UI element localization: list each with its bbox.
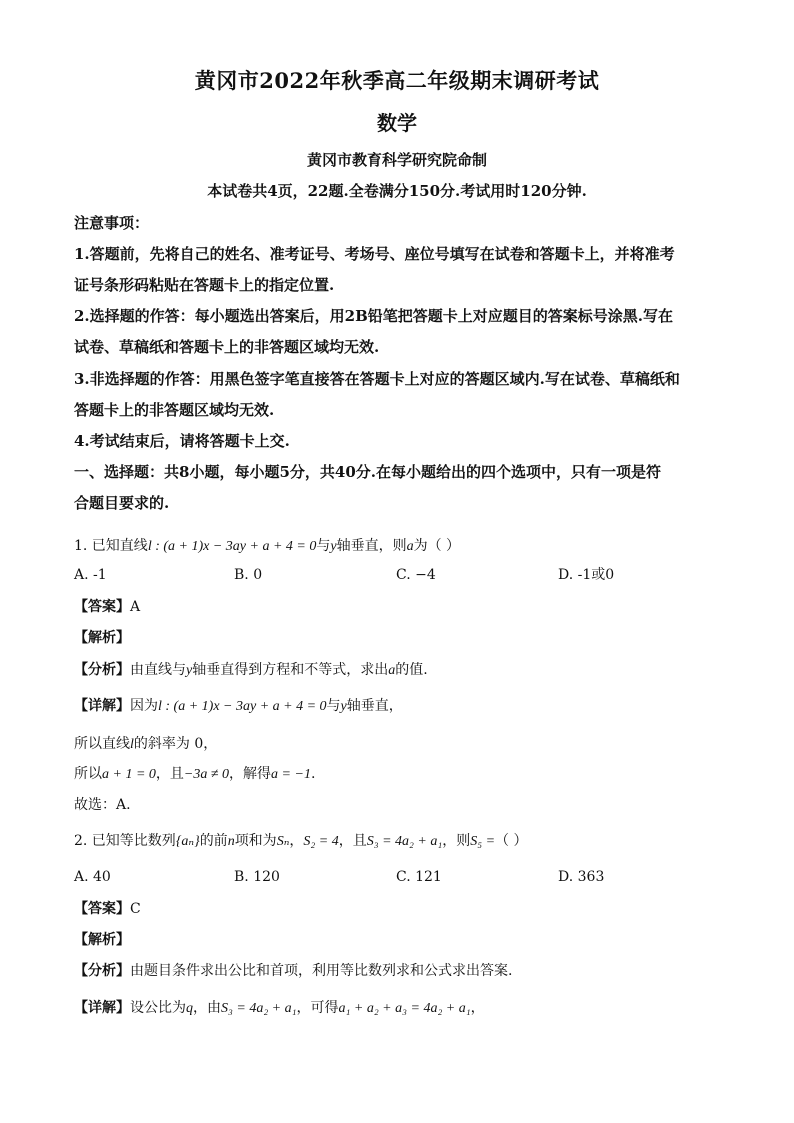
math-expr: {aₙ}	[175, 834, 200, 849]
step-text: .	[310, 766, 316, 782]
var-q: q	[186, 1001, 193, 1016]
detail-text: ，	[470, 1000, 485, 1016]
detail-text: 设公比为	[130, 1000, 186, 1016]
q2-stem-text: 的前	[199, 833, 228, 849]
line-equation: l : (a + 1)x − 3ay + a + 4 = 0	[158, 699, 327, 714]
math-expr: S₃ = 4a₂ + a₁	[366, 834, 443, 849]
section-heading-line2: 合题目要求的.	[74, 494, 170, 512]
q2-stem-text: 项和为	[234, 833, 277, 849]
q1-var-a: a	[406, 539, 414, 554]
q1-fenxi	[74, 659, 428, 682]
q2-analysis-label: 【解析】	[74, 932, 130, 948]
detail-text: 因为	[130, 698, 158, 714]
note-3a: 3.非选择题的作答：用黑色签字笔直接答在答题卡上对应的答题区域内.写在试卷、草稿纸和	[74, 370, 680, 388]
author-line: 黄冈市教育科学研究院命制	[306, 151, 487, 169]
q2-detail	[74, 997, 485, 1020]
q2-stem-text: 2. 已知等比数列	[74, 833, 176, 849]
fenxi-text: 由题目条件求出公比和首项，利用等比数列求和公式求出答案.	[130, 963, 513, 979]
detail-text: ，可得	[296, 1000, 339, 1016]
q1-option-b: B. 0	[234, 567, 263, 583]
q1-stem-text: 与	[316, 538, 331, 554]
step-text: 的斜率为 0，	[133, 736, 218, 752]
step-text: ，解得	[229, 766, 272, 782]
q1-option-c: C. −4	[396, 567, 436, 583]
notes-heading: 注意事项：	[74, 214, 150, 232]
detail-label: 【详解】	[74, 1000, 130, 1016]
q1-step-1	[74, 733, 217, 756]
math-expr: −3a ≠ 0	[183, 767, 230, 782]
q1-stem-text: 轴垂直，则	[336, 538, 407, 554]
math-expr: a = −1	[271, 767, 311, 782]
q1-option-d: D. -1或0	[558, 567, 615, 583]
q1-option-a: A. -1	[74, 567, 107, 583]
q1-line-equation: l : (a + 1)x − 3ay + a + 4 = 0	[147, 539, 317, 554]
q1-stem-text: 1. 已知直线	[74, 538, 148, 554]
note-1b: 证号条形码粘贴在答题卡上的指定位置.	[74, 276, 335, 294]
answer-value: C	[130, 901, 141, 917]
q2-option-a: A. 40	[74, 869, 111, 885]
q1-step-2	[74, 763, 315, 786]
exam-title: 黄冈市2022年秋季高二年级期末调研考试	[194, 68, 600, 93]
q2-fenxi	[74, 960, 512, 982]
note-2b: 试卷、草稿纸和答题卡上的非答题区域均无效.	[74, 338, 380, 356]
detail-text: 与	[326, 698, 341, 714]
fenxi-label: 【分析】	[74, 963, 130, 979]
q2-stem-text: ，且	[338, 833, 367, 849]
step-text: ，且	[155, 766, 184, 782]
q2-stem	[74, 830, 527, 853]
q2-stem-text: ，则	[442, 833, 471, 849]
math-expr: S₃ = 4a₂ + a₁	[221, 1001, 297, 1016]
var-a: a	[388, 663, 396, 678]
answer-label: 【答案】	[74, 599, 130, 615]
fenxi-text: 轴垂直得到方程和不等式，求出	[192, 662, 389, 678]
note-4: 4.考试结束后，请将答题卡上交.	[74, 432, 290, 450]
fenxi-text: 由直线与	[130, 662, 186, 678]
q1-detail	[74, 695, 403, 718]
q1-stem	[74, 535, 460, 558]
q1-var-y: y	[330, 539, 337, 554]
var-y: y	[340, 699, 347, 714]
subject-title: 数学	[377, 111, 417, 135]
math-expr: S₅ =	[470, 834, 496, 849]
section-heading-line1: 一、选择题：共8小题，每小题5分，共40分.在每小题给出的四个选项中，只有一项是符	[74, 463, 661, 481]
q2-answer	[74, 898, 141, 920]
math-expr: a + 1 = 0	[102, 767, 156, 782]
q2-option-c: C. 121	[396, 869, 442, 885]
q1-answer	[74, 596, 140, 618]
fenxi-text: 的值.	[395, 662, 428, 678]
note-3b: 答题卡上的非答题区域均无效.	[74, 401, 275, 419]
q2-stem-text: ，	[289, 833, 304, 849]
q2-stem-text: （ ）	[495, 833, 528, 849]
math-expr: Sₙ	[276, 834, 290, 849]
var-y: y	[186, 663, 193, 678]
detail-label: 【详解】	[74, 698, 130, 714]
exam-info: 本试卷共4页，22题.全卷满分150分.考试用时120分钟.	[207, 182, 587, 200]
fenxi-label: 【分析】	[74, 662, 130, 678]
detail-text: ，由	[193, 1000, 221, 1016]
var-n: n	[227, 834, 235, 849]
q2-option-b: B. 120	[234, 869, 280, 885]
answer-value: A	[130, 599, 141, 615]
step-text: 所以直线	[74, 736, 130, 752]
step-text: 所以	[74, 766, 102, 782]
q1-analysis-label: 【解析】	[74, 630, 130, 646]
q1-stem-text: 为（ ）	[413, 538, 461, 554]
math-expr: S₂ = 4	[303, 834, 339, 849]
var-l: l	[130, 737, 134, 752]
q1-choose: 故选：A.	[74, 797, 131, 813]
answer-label: 【答案】	[74, 901, 130, 917]
math-expr: a₁ + a₂ + a₃ = 4a₂ + a₁	[338, 1001, 471, 1016]
detail-text: 轴垂直，	[346, 698, 403, 714]
q2-option-d: D. 363	[558, 869, 605, 885]
note-2a: 2.选择题的作答：每小题选出答案后，用2B铅笔把答题卡上对应题目的答案标号涂黑.写在	[74, 307, 674, 325]
note-1a: 1.答题前，先将自己的姓名、准考证号、考场号、座位号填写在试卷和答题卡上，并将准考	[74, 245, 675, 263]
